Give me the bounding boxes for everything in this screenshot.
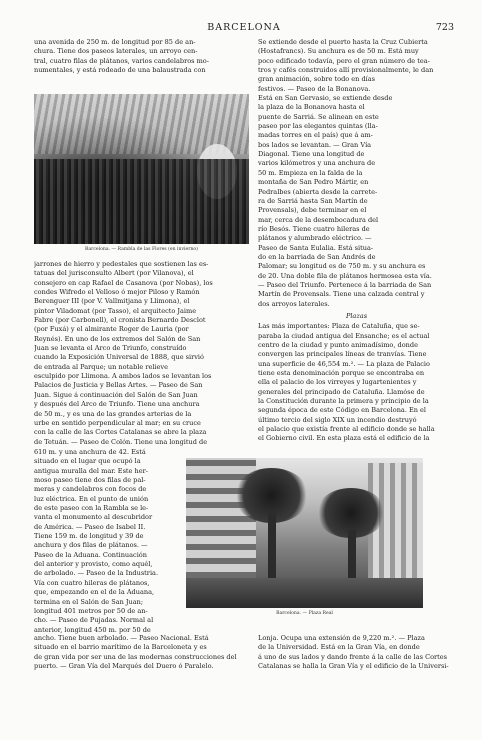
text-line: (Hostafrancs). Su anchura es de 50 m. Está muy — [258, 47, 419, 56]
text-line: una superficie de 46,554 m.². — La plaza de Palacio — [258, 359, 430, 368]
text-line: el Gobierno civil. En esta plaza está el edificio de la — [258, 434, 430, 443]
text-line: de la Universidad. Está en la Gran Vía, en donde — [258, 643, 420, 652]
text-line: anchura y dos filas de plátanos. — — [34, 541, 148, 550]
text-line: de 50 m., y es una de las grandes arterias de la — [34, 409, 192, 418]
text-line: anterior, longitud 450 m. por 50 de — [34, 625, 151, 634]
photo-crowd — [34, 159, 249, 244]
text-line: Catalanas se halla la Gran Vía y el edificio de la Universi- — [258, 662, 449, 671]
text-line: Pedralbes (abierta desde la carrete- — [258, 187, 378, 196]
text-line: 50 m. Empieza en la falda de la — [258, 168, 363, 177]
text-line: segunda época de este Código en Barcelona. En el — [258, 406, 427, 415]
text-line: festivos. — Paseo de la Bonanova. — [258, 84, 371, 93]
photo-caption: Barcelona. — Plaza Real — [276, 611, 333, 616]
text-line: paraba la ciudad antigua del Ensanche; es el actual — [258, 331, 430, 340]
text-line: consejero en cap Rafael de Casanova (por Nobas), los — [34, 278, 213, 287]
text-line: vanta el monumento al descubridor — [34, 513, 153, 522]
text-line: jarrones de hierro y pedestales que sostienen las es- — [34, 260, 209, 268]
text-line: generales del principado de Cataluña. Llamóse de — [258, 387, 425, 396]
text-line: ancho. Tiene buen arbolado. — Paseo Nacional. Está — [34, 634, 209, 642]
text-line: tral, cuatro filas de plátanos, varios candelabros mo- — [34, 56, 209, 65]
text-line: centro de la ciudad y punto animadísimo, donde — [258, 341, 418, 350]
text-line: puerto. — Gran Vía del Marqués del Duero ó Paralelo. — [34, 662, 214, 671]
right-column-bottom — [258, 634, 455, 674]
text-line: Palacios de Justicia y Bellas Artes. — Paseo de San — [34, 381, 203, 390]
text-line: bos lados se levantan. — Gran Vía — [258, 140, 372, 149]
text-line: Palomar; su longitud es de 750 m. y su anchura es — [258, 262, 426, 271]
text-line: de Tetuán. — Paseo de Colón. Tiene una longitud de — [34, 437, 208, 446]
text-line: Está en San Gervasio, se extiende desde — [258, 94, 393, 103]
text-line: el palacio que existía frente al edificio donde se halla — [258, 425, 435, 434]
text-line: último tercio del siglo XIX un incendio destruyó — [258, 415, 417, 424]
text-line: Berenguer III (por V. Vallmitjana y Llimona), el — [34, 297, 190, 306]
text-line: Martín de Provensals. Tiene una calzada central y — [258, 290, 425, 299]
text-line: de este paseo con la Rambla se le- — [34, 504, 149, 513]
text-line: de arbolado. — Paseo de la Industria. — [34, 569, 159, 578]
text-line: Reynés). En uno de los extremos del Salón de San — [34, 334, 201, 343]
text-line: varios kilómetros y una anchura de — [258, 159, 376, 168]
text-line: luz eléctrica. En el punto de unión — [34, 494, 149, 503]
text-line: Juan se levanta el Arco de Triunfo, construído — [34, 344, 187, 353]
text-line: de América. — Paseo de Isabel II. — [34, 522, 146, 531]
text-line: termina en el Salón de San Juan; — [34, 597, 144, 606]
text-line: Provensals), debe terminar en el — [258, 206, 367, 215]
text-line: río Besós. Tiene cuatro hileras de — [258, 224, 370, 233]
text-line: poco edificado todavía, pero el gran número de tea- — [258, 56, 430, 65]
text-line: 610 m. y una anchura de 42. Está — [34, 448, 146, 456]
left-column-footer — [34, 634, 252, 674]
text-line: dos arroyos laterales. — [258, 299, 330, 308]
left-column-top — [34, 38, 246, 94]
text-line: plátanos y alumbrado eléctrico. — — [258, 234, 372, 243]
text-line: gran animación, sobre todo en días — [258, 75, 376, 84]
text-line: tros y cafés construidos allí provisionalmente, le dan — [258, 66, 434, 75]
photo-caption: Barcelona. — Rambla de las Flores (en invierno) — [85, 247, 198, 252]
text-line: antigua muralla del mar. Este her- — [34, 466, 148, 475]
text-line: ra de Sarriá hasta San Martín de — [258, 196, 368, 205]
text-line: convergen las principales líneas de tranvías. Tiene — [258, 350, 427, 359]
text-line: esculpido por Llimona. A ambos lados se levantan los — [34, 372, 212, 381]
text-line: á uno de sus lados y dando frente á la calle de las Cortes — [258, 652, 448, 661]
text-line: una avenida de 250 m. de longitud por 85 de an- — [34, 38, 196, 46]
text-line: pintor Viladomat (por Tasso), el arquitecto Jaime — [34, 306, 197, 315]
text-line: tiene esta denominación porque se encontraba en — [258, 369, 425, 378]
section-heading-plazas: Plazas — [345, 312, 368, 320]
text-line: mar, cerca de la desembocadura del — [258, 215, 379, 224]
text-line: Diagonal. Tiene una longitud de — [258, 150, 365, 159]
text-line: meras y candelabros con focos de — [34, 485, 147, 494]
photo-ground — [186, 578, 423, 608]
text-line: situado en el barrio marítimo de la Barceloneta y es — [34, 643, 207, 652]
photo-rambla-de-las-flores — [34, 94, 249, 244]
text-line: Las más importantes: Plaza de Cataluña, que se- — [258, 322, 420, 331]
page-number: 723 — [435, 22, 454, 33]
running-title: BARCELONA — [207, 22, 281, 33]
right-column-plazas — [258, 310, 455, 450]
photo-plaza-real — [186, 458, 423, 608]
text-line: Tiene 159 m. de longitud y 39 de — [34, 532, 144, 541]
left-column-middle — [34, 260, 252, 448]
text-line: de gran vida por ser una de las modernas construcciones del — [34, 652, 237, 661]
text-line: condes Wifredo el Velloso ó mejor Piloso y Ramón — [34, 288, 200, 297]
text-line: madas torres en el país) que á am- — [258, 131, 373, 140]
text-line: Paseo de Santa Eulalia. Está situa- — [258, 243, 374, 252]
text-line: Se extiende desde el puerto hasta la Cruz Cubierta — [258, 38, 428, 46]
text-line: que, empezando en el de la Aduana, — [34, 588, 155, 597]
text-line: y después del Arco de Triunfo. Tiene una anchura — [34, 400, 200, 409]
text-line: montaña de San Pedro Mártir, en — [258, 178, 369, 187]
text-line: de entrada al Parque; un notable relieve — [34, 362, 168, 371]
text-line: Vía con cuatro hileras de plátanos, — [34, 578, 150, 587]
text-line: cuando la Exposición Universal de 1888, que sirvió — [34, 353, 204, 362]
text-line: numentales, y está rodeado de una balaustrada con — [34, 66, 206, 75]
page-header — [34, 22, 454, 36]
text-line: — Paseo del Triunfo. Pertenece á la barriada de San — [258, 280, 432, 289]
text-line: del anterior y provisto, como aquél, — [34, 560, 153, 569]
text-line: moso paseo tiene dos filas de pal- — [34, 476, 146, 485]
right-column-top — [258, 38, 455, 310]
text-line: con la calle de las Cortes Catalanas se abre la plaza — [34, 428, 207, 437]
text-line: de 20. Una doble fila de plátanos hermosea esta vía. — [258, 271, 432, 280]
text-line: do en la barriada de San Andrés de — [258, 252, 376, 261]
text-line: Fabre (por Carbonell), el cronista Bernardo Desclot — [34, 316, 206, 325]
text-line: la Constitución durante la primera y principio de la — [258, 397, 429, 406]
text-line: situado en el lugar que ocupó la — [34, 457, 141, 466]
text-line: Lonja. Ocupa una extensión de 9,220 m.². — Plaza — [258, 634, 425, 642]
text-line: urbe en sentido perpendicular al mar; en su cruce — [34, 418, 201, 427]
left-column-bottom — [34, 448, 182, 644]
text-line: (por Fuxá) y el almirante Roger de Lauria (por — [34, 325, 189, 334]
text-line: la plaza de la Bonanova hasta el — [258, 103, 365, 112]
text-line: chura. Tiene dos paseos laterales, un arroyo cen- — [34, 47, 198, 56]
text-line: Juan. Sigue á continuación del Salón de San Juan — [34, 390, 198, 399]
text-line: tatuas del jurisconsulto Albert (por Vilanova), el — [34, 269, 194, 278]
text-line: Paseo de la Aduana. Continuación — [34, 550, 147, 559]
text-line: puente de Sarriá. Se alinean en este — [258, 112, 379, 121]
text-line: longitud 401 metros por 50 de an- — [34, 606, 148, 615]
text-line: paseo por las elegantes quintas (lla- — [258, 122, 378, 131]
text-line: cho. — Paseo de Pujadas. Normal al — [34, 616, 154, 625]
text-line: ella el palacio de los virreyes y lugartenientes y — [258, 378, 417, 387]
